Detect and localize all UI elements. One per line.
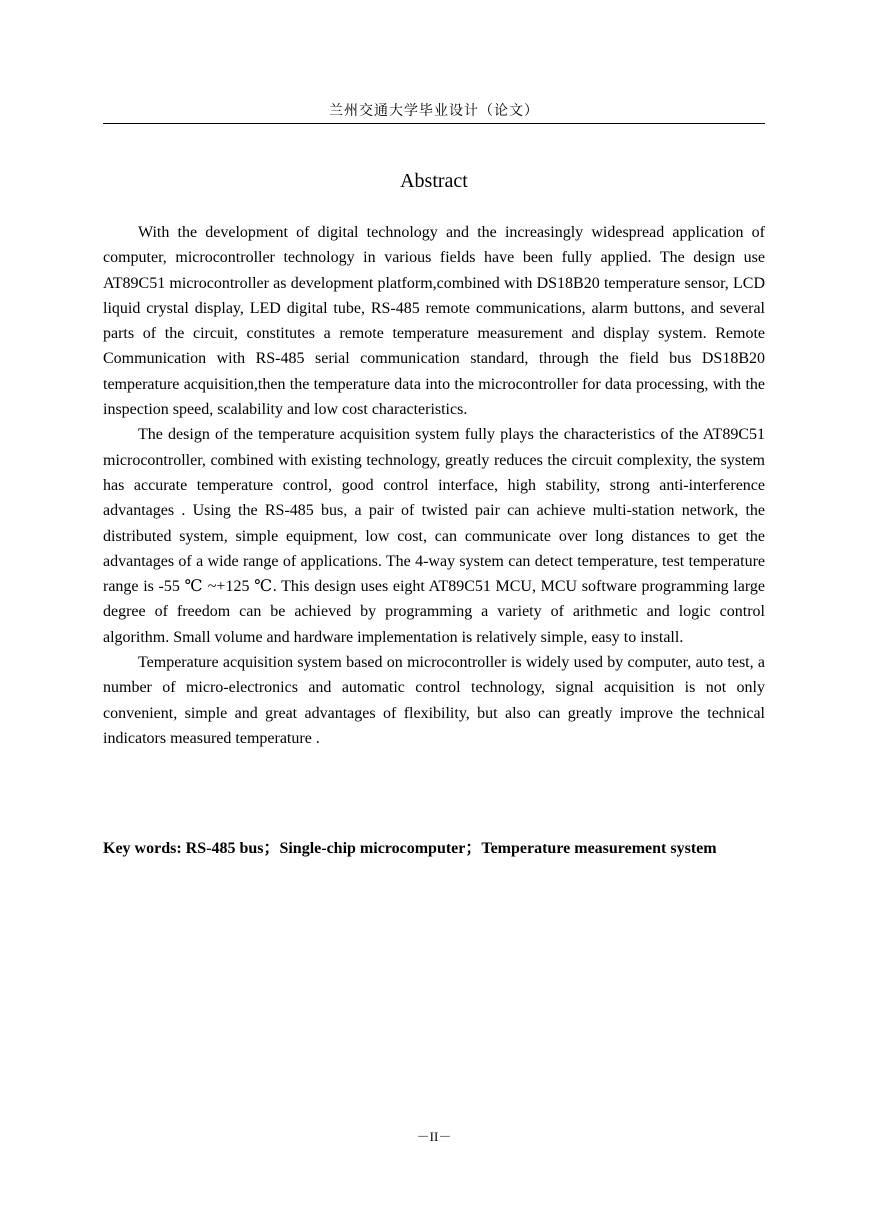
abstract-title: Abstract [400, 170, 468, 192]
abstract-paragraph-3: Temperature acquisition system based on microcontroller is widely used by computer, auto test, a number of micro-electronics and automatic control technology, signal acquisition is not only convenient, simple and great advantages of flexibility, but also can greatly improve the technical indicators measured temperature . [103, 654, 765, 747]
header-rule [103, 123, 765, 124]
page-number: －II－ [416, 1129, 452, 1144]
abstract-paragraph-1: With the development of digital technology and the increasingly widespread application of computer, microcontroller technology in various fields have been fully applied. The design use AT89C51 microcontroller as development platform,combined with DS18B20 temperature sensor, LCD liquid crystal display, LED digital tube, RS-485 remote communications, alarm buttons, and several parts of the circuit, constitutes a remote temperature measurement and display system. Remote Communication with RS-485 serial communication standard, through the field bus DS18B20 temperature acquisition,then the temperature data into the microcontroller for data processing, with the inspection speed, scalability and low cost characteristics. [103, 224, 765, 419]
abstract-paragraph-2: The design of the temperature acquisition system fully plays the characteristics of the AT89C51 microcontroller, combined with existing technology, greatly reduces the circuit complexity, the system has accurate temperature control, good control interface, high stability, strong anti-interference advantages . Using the RS-485 bus, a pair of twisted pair can achieve multi-station network, the distributed system, simple equipment, low cost, can communicate over long distances to get the advantages of a wide range of applications. The 4-way system can detect temperature, test temperature range is -55 ℃ ~+125 ℃. This design uses eight AT89C51 MCU, MCU software programming large degree of freedom can be achieved by programming a variety of arithmetic and logic control algorithm. Small volume and hardware implementation is relatively simple, easy to install. [103, 426, 765, 646]
running-header: 兰州交通大学毕业设计（论文） [329, 104, 539, 119]
abstract-body [103, 220, 765, 751]
keywords-line: Key words: RS-485 bus；Single-chip microcomputer；Temperature measurement system [103, 840, 717, 857]
